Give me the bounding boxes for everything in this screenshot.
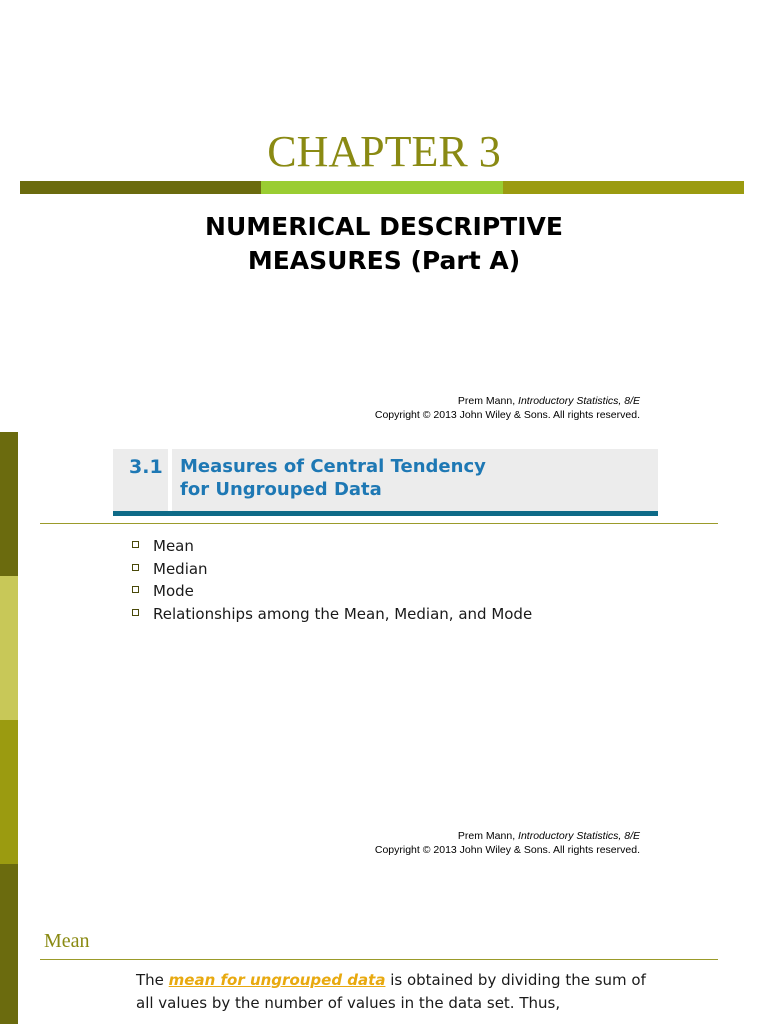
section-number: 3.1 — [129, 456, 163, 478]
left-bar-segment — [0, 864, 18, 1024]
list-item — [132, 580, 532, 603]
section-title-line-2: for Ungrouped Data — [180, 479, 382, 500]
copyright-line: Copyright © 2013 John Wiley & Sons. All rights reserved. — [374, 844, 640, 856]
list-item-label: Median — [153, 559, 208, 578]
left-bar-segment — [0, 432, 18, 576]
list-item-label: Relationships among the Mean, Median, and Mode — [153, 604, 533, 623]
copyright-book: Introductory Statistics, 8/E — [518, 830, 640, 842]
section-header-box — [113, 449, 658, 516]
square-bullet-icon — [132, 586, 139, 593]
copyright-line: Copyright © 2013 John Wiley & Sons. All rights reserved. — [374, 409, 640, 421]
left-bar-segment — [0, 720, 18, 864]
slide-chapter-title — [0, 0, 768, 432]
slide-heading: Mean — [44, 930, 90, 952]
topic-list — [132, 535, 532, 625]
subtitle-line-2: MEASURES (Part A) — [247, 246, 521, 275]
slide-mean — [0, 864, 768, 1024]
copyright-author: Prem Mann, — [457, 830, 519, 842]
section-title — [180, 455, 486, 501]
list-item-label: Mean — [153, 537, 194, 555]
list-item — [132, 558, 532, 581]
copyright-note — [375, 394, 640, 422]
horizontal-rule — [40, 959, 718, 960]
list-item-label: Mode — [153, 582, 194, 600]
left-accent-bar — [0, 864, 18, 1024]
copyright-author: Prem Mann, — [457, 395, 519, 407]
left-accent-bar — [0, 432, 18, 864]
square-bullet-icon — [132, 609, 139, 616]
section-title-line-1: Measures of Central Tendency — [180, 456, 486, 477]
square-bullet-icon — [132, 564, 139, 571]
title-bar-segment-dark — [20, 181, 261, 194]
copyright-book: Introductory Statistics, 8/E — [518, 395, 640, 407]
title-bar-segment-olive — [503, 181, 744, 194]
slide-section-3-1 — [0, 432, 768, 864]
chapter-title: CHAPTER 3 — [267, 127, 501, 176]
square-bullet-icon — [132, 541, 139, 548]
title-underline-bar — [20, 181, 744, 194]
list-item — [132, 603, 532, 626]
text-after: is obtained by dividing the sum of all values by the number of values in the data set. Thus, — [136, 971, 646, 1012]
copyright-citation — [375, 829, 640, 843]
definition-text — [136, 969, 656, 1014]
subtitle-line-1: NUMERICAL DESCRIPTIVE — [205, 212, 563, 241]
highlighted-term: mean for ungrouped data — [168, 971, 386, 989]
left-bar-segment — [0, 576, 18, 720]
title-bar-segment-green — [261, 181, 502, 194]
list-item — [132, 535, 532, 558]
copyright-note — [375, 829, 640, 857]
section-divider — [168, 449, 172, 511]
text-before: The — [136, 971, 169, 989]
copyright-citation — [375, 394, 640, 408]
chapter-subtitle — [0, 210, 768, 278]
horizontal-rule — [40, 523, 718, 524]
